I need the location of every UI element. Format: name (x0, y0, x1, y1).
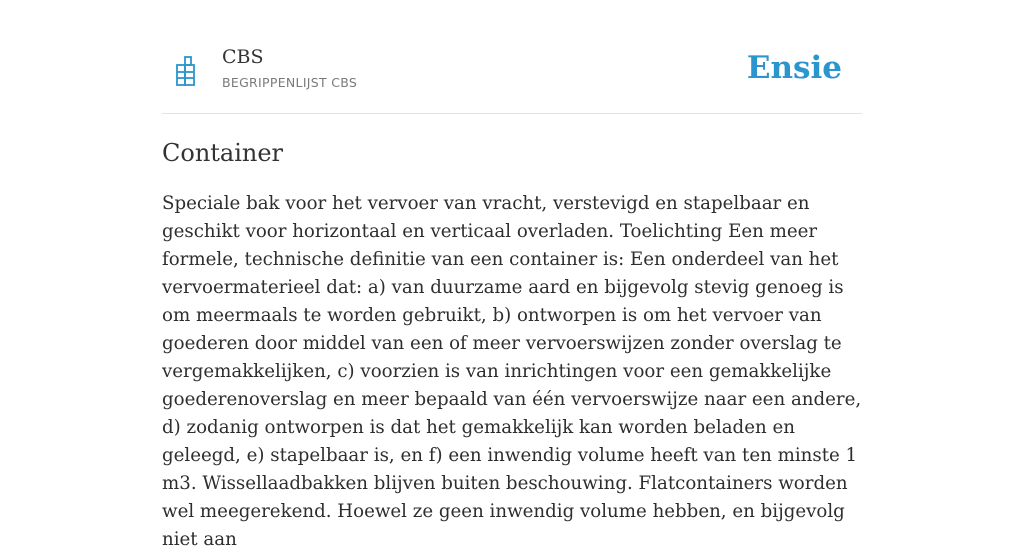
term-title: Container (162, 139, 284, 167)
ensie-logo-link[interactable]: Ensie (746, 50, 842, 86)
source-subtitle[interactable]: BEGRIPPENLIJST CBS (222, 75, 358, 90)
definition-card (162, 40, 862, 554)
source-name[interactable]: CBS (222, 46, 264, 68)
card-header (162, 40, 862, 114)
cbs-logo-icon (176, 56, 196, 86)
term-definition: Speciale bak voor het vervoer van vracht, verstevigd en stapelbaar en geschikt voor horizontaal en verticaal overladen. Toelichting Een meer formele, technische definitie van een container is: Een onderdeel van het vervoermaterieel dat: a) van duurzame aard en bijgevolg stevig genoeg is om meermaals te worden gebruikt, b) ontworpen is om het vervoer van goederen door middel van een of meer vervoerswijzen zonder overslag te vergemakkelijken, c) voorzien is van inrichtingen voor een gemakkelijke goederenoverslag en meer bepaald van één vervoerswijze naar een andere, d) zodanig ontworpen is dat het gemakkelijk kan worden beladen en geleegd, e) stapelbaar is, en f) een inwendig volume heeft van ten minste 1 m3. Wissellaadbakken blijven buiten beschouwing. Flatcontainers worden wel meegerekend. Hoewel ze geen inwendig volume hebben, en bijgevolg niet aan (162, 193, 862, 550)
